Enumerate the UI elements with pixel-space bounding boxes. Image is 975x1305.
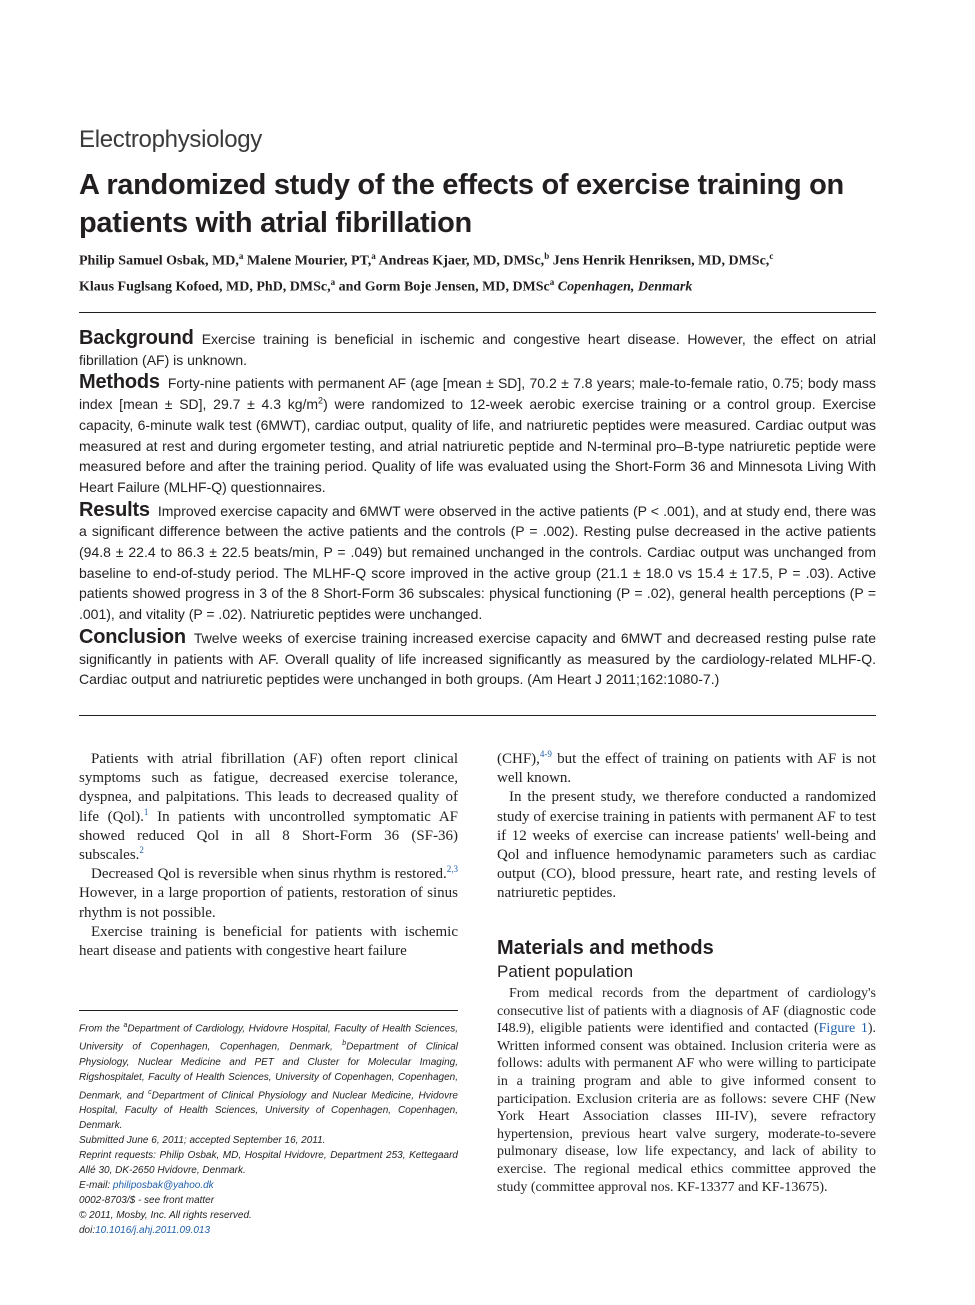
affiliation-mark: b (342, 1040, 347, 1048)
abstract-heading: Conclusion (79, 625, 186, 648)
paragraph-text: In patients with uncontrolled symptomatic AF showed reduced Qol in all 8 Short-Form 36 (SF-36) subscales. (79, 808, 459, 864)
citation-link[interactable]: 1 (143, 806, 149, 817)
affiliation-mark: c (769, 251, 774, 261)
affiliation-mark: a (238, 251, 244, 261)
abstract-text: Improved exercise capacity and 6MWT were observed in the active patients (P < .001), and at study end, there was a significant difference between the active patients and the controls (P = .002). Resting pulse decreased in the active patients (94.8 ± 22.4 to 86.3 ± 22.5 beats/min, P = .049) but remained unchanged in the controls. Cardiac output was unchanged from baseline to end-of-study period. The MLHF-Q score improved in the active group (21.1 ± 18.0 vs 15.4 ± 17.5, P = .03). Active patients showed progress in 3 of the 8 Short-Form 36 subscales: physical functioning (P = .02), general health perceptions (P = .001), and vitality (P = .02). Natriuretic peptides were unchanged. (79, 502, 876, 623)
citation-link[interactable]: 2 (139, 845, 144, 856)
abstract-text: ) were randomized to 12-week aerobic exercise training or a control group. Exercise capacity, 6-minute walk test (6MWT), cardiac output, quality of life, and natriuretic peptides were measured. Cardiac output was measured at rest and during ergometer testing, and atrial natriuretic peptide and N-terminal pro–B-type natriuretic peptide were measured before and after the training period. Quality of life was evaluated using the Short-Form 36 and Minnesota Living With Heart Failure (MLHF-Q) questionnaires. (79, 396, 877, 495)
body-column-left (79, 750, 458, 961)
footnote-text: Department of Clinical Physiology and Nuclear Medicine, Hvidovre Hospital, Faculty of Health Sciences, University of Copenhagen, Copenhagen, Denmark. (79, 1089, 458, 1131)
section-label: Electrophysiology (79, 126, 262, 153)
doi-note (79, 1223, 458, 1238)
author-name: Andreas Kjaer, MD, DMSc, (378, 253, 545, 269)
footnote-text: Department of Clinical Physiology, Nuclear Medicine and PET and Cluster for Molecular Imaging, Rigshospitalet, Faculty of Health Sciences, University of Copenhagen, Copenhagen, Denmark, and (79, 1041, 458, 1101)
copyright-note: © 2011, Mosby, Inc. All rights reserved. (79, 1209, 252, 1221)
abstract-heading: Results (79, 498, 150, 521)
paragraph-text: ). Written informed consent was obtained. Inclusion criteria were as follows: adults with permanent AF who were willing to participate in a training program and able to give informed consent to participation. Exclusion criteria are as follows: severe CHF (New York Heart Association classes III-IV), severe refractory hypertension, previous heart valve surgery, moderate-to-severe pulmonary disease, low life expectancy, and lack of ability to exercise. The regional medical ethics committee approved the study (committee approval nos. KF-13377 and KF-13675). (497, 1021, 876, 1195)
author-location: Copenhagen, Denmark (557, 279, 693, 295)
issn-note: 0002-8703/$ - see front matter (79, 1194, 215, 1206)
footnote-text: E-mail: (79, 1179, 113, 1191)
abstract (79, 328, 876, 692)
subsection-heading: Patient population (497, 962, 634, 981)
citation-link[interactable]: 4-9 (539, 749, 552, 759)
paragraph-text: However, in a large proportion of patients, restoration of sinus rhythm is not possible. (79, 885, 458, 921)
affiliation-mark: b (544, 251, 550, 261)
abstract-methods (79, 372, 876, 497)
figure-link[interactable]: Figure 1 (818, 1021, 868, 1037)
paragraph-text: Decreased Qol is reversible when sinus rhythm is restored. (91, 866, 447, 883)
affiliations-note (79, 1018, 458, 1133)
abstract-heading: Background (79, 327, 194, 349)
affiliation-mark: a (123, 1022, 128, 1029)
author-name: Klaus Fuglsang Kofoed, MD, PhD, DMSc, (79, 279, 331, 295)
footnotes (79, 1018, 458, 1238)
footnote-text: Department of Cardiology, Hvidovre Hospital, Faculty of Health Sciences, University of Copenhagen, Copenhagen, Denmark, (79, 1023, 458, 1053)
paragraph (497, 750, 876, 788)
paragraph-text: but the effect of training on patients with AF is not well known. (497, 751, 876, 787)
paragraph (79, 865, 458, 923)
abstract-text: Exercise training is beneficial in ischemic and congestive heart disease. However, the effect on atrial fibrillation (AF) is unknown. (79, 331, 876, 368)
submission-note: Submitted June 6, 2011; accepted September 16, 2011. (79, 1134, 326, 1146)
author-name: Philip Samuel Osbak, MD, (79, 253, 239, 269)
abstract-bottom-rule (79, 715, 876, 716)
author-name: Malene Mourier, PT, (246, 253, 372, 269)
abstract-conclusion (79, 627, 876, 690)
footnote-text: From the (79, 1023, 124, 1035)
author-name: Jens Henrik Henriksen, MD, DMSc, (552, 253, 770, 269)
affiliation-mark: a (549, 276, 555, 287)
author-name: and Gorm Boje Jensen, MD, DMSc (338, 279, 550, 295)
abstract-text: Forty-nine patients with permanent AF (age [mean ± SD], 70.2 ± 7.8 years; male-to-female ratio, 0.75; body mass index [mean ± SD], 29.7 ± 4.3 kg/m (79, 375, 876, 413)
body-column-right (497, 750, 876, 904)
paragraph: Exercise training is beneficial for patients with ischemic heart disease and patients with congestive heart failure (79, 923, 458, 960)
author-list (79, 246, 879, 297)
abstract-heading: Methods (79, 371, 160, 394)
affiliation-mark: c (148, 1088, 152, 1096)
article-title: A randomized study of the effects of exercise training on patients with atrial fibrillation (79, 169, 844, 239)
materials-text (497, 985, 876, 1196)
section-heading: Materials and methods (497, 937, 714, 959)
affiliation-mark: a (371, 251, 376, 261)
paragraph-text: Patients with atrial fibrillation (AF) often report clinical symptoms such as fatigue, decreased exercise tolerance, dyspnea, and palpitations. This leads to decreased quality of life (Qol). (79, 751, 458, 825)
paragraph (497, 985, 876, 1196)
abstract-results (79, 500, 876, 625)
abstract-text: Twelve weeks of exercise training increased exercise capacity and 6MWT and decreased resting pulse rate significantly in patients with AF. Overall quality of life increased significantly as measured by the cardiology-related MLHF-Q. Cardiac output and natriuretic peptides were unchanged in both groups. (Am Heart J 2011;162:1080-7.) (79, 629, 876, 688)
paragraph-text: (CHF), (497, 751, 540, 767)
doi-link[interactable]: 10.1016/j.ahj.2011.09.013 (95, 1224, 211, 1236)
email-link[interactable]: philiposbak@yahoo.dk (112, 1179, 214, 1191)
affiliation-mark: a (330, 276, 336, 287)
reprint-note: Reprint requests: Philip Osbak, MD, Hospital Hvidovre, Department 253, Kettegaard Allé 30, DK-2650 Hvidovre, Denmark. (79, 1149, 458, 1176)
citation-link[interactable]: 2,3 (446, 864, 458, 875)
paragraph (79, 750, 458, 865)
abstract-background (79, 328, 876, 370)
email-note (79, 1178, 458, 1193)
paragraph: In the present study, we therefore conducted a randomized study of exercise training in patients with permanent AF to test if 12 weeks of exercise can increase patients' well-being and Qol and influence hemodynamic parameters such as cardiac output (CO), blood pressure, heart rate, and resting levels of natriuretic peptides. (497, 789, 876, 902)
superscript: 2 (318, 395, 324, 406)
footnote-rule (79, 1010, 458, 1011)
abstract-top-rule (79, 312, 876, 313)
footnote-text: doi: (79, 1224, 96, 1236)
paragraph-text: From medical records from the department of cardiology's consecutive list of patients with a diagnosis of AF (diagnostic code I48.9), eligible patients were identified and contacted ( (497, 986, 876, 1037)
